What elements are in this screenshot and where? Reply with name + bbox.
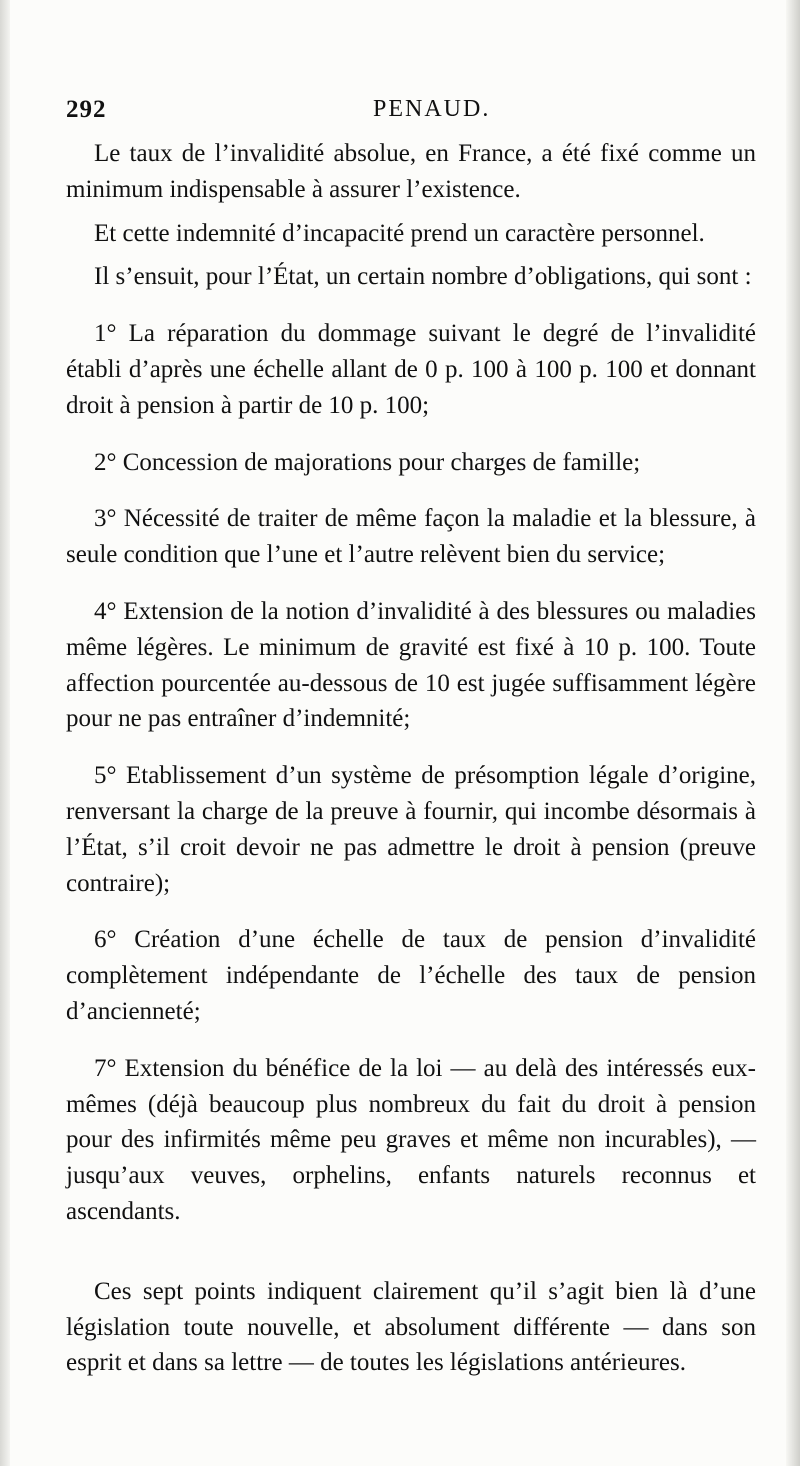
obligation-item-5: 5° Etablissement d’un système de présomption légale d’origine, renversant la charge de la preuve à fournir, qui incombe désormais à l’État, s’il croit devoir ne pas admettre le droit à pension (preuve contraire); xyxy=(66,762,756,897)
page-number: 292 xyxy=(66,96,107,123)
body-text xyxy=(66,136,756,1381)
page-left-edge xyxy=(0,0,10,1466)
running-head xyxy=(66,96,756,126)
paragraph-state-obligations: Il s’ensuit, pour l’État, un certain nombre d’obligations, qui sont : xyxy=(94,263,752,291)
paragraph-personal-character: Et cette indemnité d’incapacité prend un caractère personnel. xyxy=(94,219,705,247)
obligation-item-6: 6° Création d’une échelle de taux de pension d’invalidité complètement indépendante de l’échelle des taux de pension d’ancienneté; xyxy=(66,926,756,1025)
obligation-item-3: 3° Nécessité de traiter de même façon la maladie et la blessure, à seule condition que l’une et l’autre relèvent bien du service; xyxy=(66,505,756,569)
obligation-item-1: 1° La réparation du dommage suivant le degré de l’invalidité établi d’après une échelle allant de 0 p. 100 à 100 p. 100 et donnant droit à pension à partir de 10 p. 100; xyxy=(66,320,756,419)
obligation-item-4: 4° Extension de la notion d’invalidité à des blessures ou maladies même légères. Le minimum de gravité est fixé à 10 p. 100. Toute affection pourcentée au-dessous de 10 est jugée suffisamment légère pour ne pas entraîner d’indemnité; xyxy=(66,597,756,733)
running-title: PENAUD. xyxy=(373,96,491,122)
paragraph-invalidity-rate: Le taux de l’invalidité absolue, en France, a été fixé comme un minimum indispensable à assurer l’existence. xyxy=(66,140,756,203)
obligation-item-7: 7° Extension du bénéfice de la loi — au delà des intéressés eux-mêmes (déjà beaucoup plus nombreux du fait du droit à pension pour des infirmités même peu graves et même non incurables), — jusqu’aux veuves, orphelins, enfants naturels reconnus et ascendants. xyxy=(66,1054,756,1225)
obligation-item-2: 2° Concession de majorations pour charges de famille; xyxy=(94,448,641,476)
page-right-edge xyxy=(786,0,800,1466)
paragraph-conclusion: Ces sept points indiquent clairement qu’il s’agit bien là d’une législation toute nouvelle, et absolument différente — dans son esprit et dans sa lettre — de toutes les législations antérieures. xyxy=(66,1277,756,1377)
